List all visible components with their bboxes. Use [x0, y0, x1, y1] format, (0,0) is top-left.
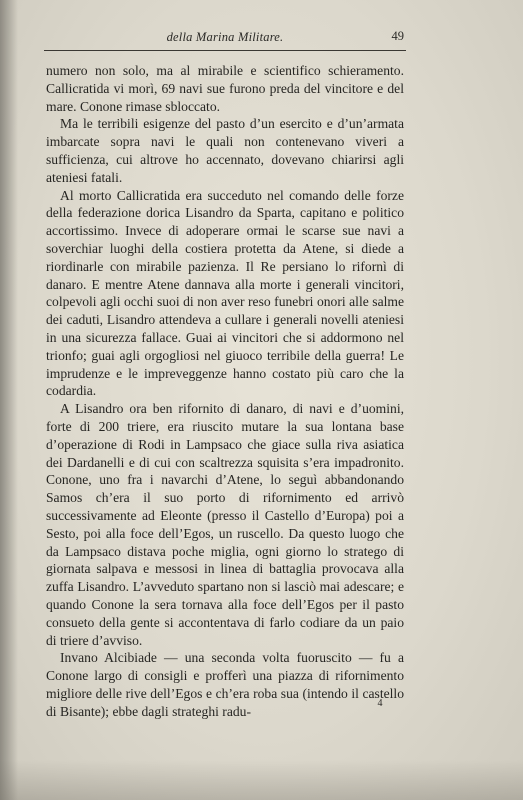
signature-mark: 4	[377, 698, 383, 709]
paragraph-4: A Lisandro ora ben rifornito di danaro, di navi e d’uomini, forte di 200 triere, era riuscito mutare la sua lontana base d’operazione di Rodi in Lampsaco che giace sulla riva asiatica dei Dardanelli e di cui con scaltrezza squisita s’era impadronito. Conone, uno fra i navarchi d’Atene, lo seguì abbandonando Samos ch’era il suo porto di rifornimento ed arrivò successivamente ad Eleonte (presso il Castello d’Europa) poi a Sesto, poi alla foce dell’Egos, un ruscello. Da questo luogo che da Lampsaco distava poche miglia, ogni giorno lo stratego di giornata salpava e messosi in linea di battaglia provocava alla zuffa Lisandro. L’avveduto spartano non si lasciò mai adescare; e quando Conone la sera tornava alla foce dell’Egos per il pasto consueto della gente si accontentava di farlo codiare da un paio di triere d’avviso.	[46, 401, 404, 648]
page-number: 49	[391, 29, 404, 43]
body-text	[46, 62, 404, 720]
paragraph-2: Ma le terribili esigenze del pasto d’un esercito e d’un’armata imbarcate sopra navi le quali non contenevano viveri a sufficienza, cui altrove ho accennato, dovevano chiarirsi agli ateniesi fatali.	[46, 116, 404, 185]
paragraph-5: Invano Alcibiade — una seconda volta fuoruscito — fu a Conone largo di consigli e profferì una piazza di rifornimento migliore delle rive dell’Egos e ch’era roba sua (intendo il castello di Bisante); ebbe dagli strateghi radu-	[46, 650, 404, 719]
binding-shadow	[0, 0, 18, 800]
running-title: della Marina Militare.	[166, 30, 284, 44]
paragraph-3: Al morto Callicratida era succeduto nel comando delle forze della federazione dorica Lisandro da Sparta, capitano e politico accortissimo. Invece di adoperare ormai le scarse sue navi a soverchiar luoghi della costiera protetta da Atene, si diede a riordinarle con mirabile pazienza. Il Re persiano lo rifornì di danaro. E mentre Atene dannava alla morte i generali vincitori, colpevoli agli occhi suoi di non aver reso funebri onori alle salme dei caduti, Lisandro attendeva a cullare i generali novelli ateniesi in una sicurezza fallace. Guai ai vincitori che si addormono nel trionfo; guai agli orgogliosi nel giuoco terribile della guerra! Le imprudenze e le impreveggenze hanno costato più caro che la codardia.	[46, 187, 404, 399]
header-rule	[44, 50, 406, 51]
page-edge-shade	[0, 760, 523, 800]
paragraph-1: numero non solo, ma al mirabile e scientifico schieramento. Callicratida vi morì, 69 navi sue furono preda del vincitore e del mare. Conone rimase sbloccato.	[46, 63, 404, 114]
